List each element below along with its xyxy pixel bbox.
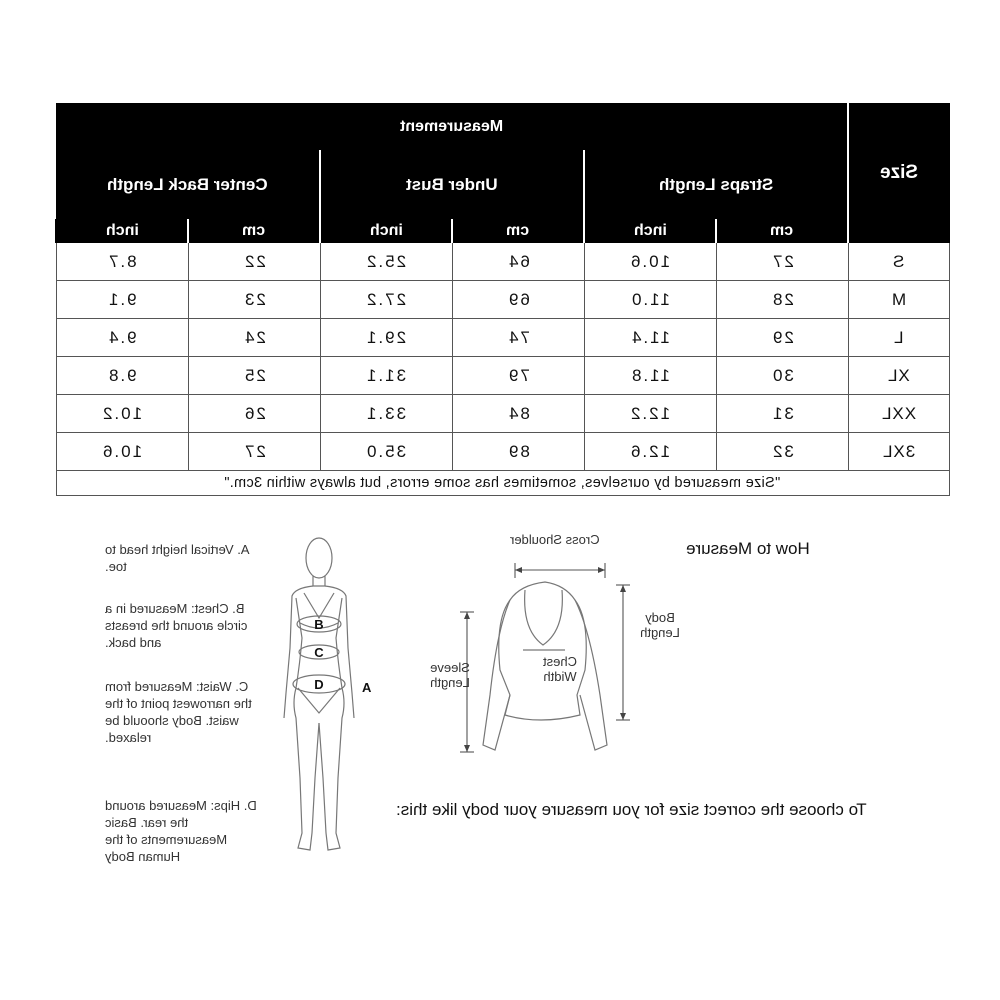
measurement-header: Measurement xyxy=(56,104,848,151)
unit-header: inch xyxy=(584,220,716,243)
how-to-measure-title: How to Measure xyxy=(686,539,810,558)
unit-header: inch xyxy=(320,220,452,243)
cell-sl-cm: 28 xyxy=(716,281,848,319)
cell-ub-cm: 74 xyxy=(452,319,584,357)
cell-sl-inch: 11.0 xyxy=(584,281,716,319)
cell-ub-inch: 25.2 xyxy=(320,243,452,281)
cell-size: S xyxy=(848,243,949,281)
cell-cbl-inch: 8.7 xyxy=(56,243,188,281)
cell-cbl-cm: 25 xyxy=(188,357,320,395)
cell-cbl-cm: 26 xyxy=(188,395,320,433)
table-row xyxy=(56,281,949,319)
cell-cbl-inch: 10.2 xyxy=(56,395,188,433)
figure-label-a: A xyxy=(362,680,372,695)
cell-ub-inch: 35.0 xyxy=(320,433,452,471)
table-row xyxy=(56,433,949,471)
note-d: D. Hips: Measured around the rear. Basic Measurements of the Human Body xyxy=(105,798,257,864)
garment-diagram xyxy=(425,530,670,765)
cell-cbl-cm: 27 xyxy=(188,433,320,471)
cell-sl-inch: 11.8 xyxy=(584,357,716,395)
cell-sl-inch: 12.6 xyxy=(584,433,716,471)
cell-ub-cm: 89 xyxy=(452,433,584,471)
cell-ub-inch: 31.1 xyxy=(320,357,452,395)
cell-sl-cm: 29 xyxy=(716,319,848,357)
cell-ub-inch: 33.1 xyxy=(320,395,452,433)
cell-size: M xyxy=(848,281,949,319)
cell-ub-cm: 84 xyxy=(452,395,584,433)
cell-ub-cm: 64 xyxy=(452,243,584,281)
chest-width-label: Chest Width xyxy=(543,654,577,684)
table-row xyxy=(56,243,949,281)
group-header-straps-length: Straps Length xyxy=(584,151,848,220)
cell-size: XL xyxy=(848,357,949,395)
cell-ub-inch: 27.2 xyxy=(320,281,452,319)
figure-label-c: C xyxy=(314,645,324,660)
cell-cbl-inch: 9.4 xyxy=(56,319,188,357)
size-header: Size xyxy=(848,104,949,243)
unit-header: cm xyxy=(716,220,848,243)
cell-ub-cm: 69 xyxy=(452,281,584,319)
unit-header: cm xyxy=(452,220,584,243)
cell-sl-cm: 31 xyxy=(716,395,848,433)
sleeve-length-label: Sleeve Length xyxy=(430,660,470,690)
size-chart-table xyxy=(55,103,950,496)
cell-cbl-inch: 9.1 xyxy=(56,281,188,319)
cell-size: 3XL xyxy=(848,433,949,471)
cell-sl-inch: 12.2 xyxy=(584,395,716,433)
note-a: A. Vertical height head to toe. xyxy=(105,542,250,574)
unit-header: cm xyxy=(188,220,320,243)
cell-size: XXL xyxy=(848,395,949,433)
body-figure-illustration xyxy=(270,528,380,863)
cell-sl-cm: 27 xyxy=(716,243,848,281)
cell-sl-cm: 32 xyxy=(716,433,848,471)
body-length-label: Body Length xyxy=(640,610,680,640)
note-b: B. Chest: Measured in a circle around the breasts and back. xyxy=(105,601,248,650)
cross-shoulder-label: Cross Shoulder xyxy=(510,532,600,547)
note-c: C. Waist: Measured from the narrowest point of the waist. Body shoould be relaxed. xyxy=(105,679,252,745)
cell-sl-inch: 11.4 xyxy=(584,319,716,357)
figure-label-b: B xyxy=(314,617,324,632)
table-row xyxy=(56,357,949,395)
choose-size-instruction: To choose the correct size for you measure your body like this: xyxy=(396,800,867,819)
cell-sl-cm: 30 xyxy=(716,357,848,395)
cell-cbl-inch: 9.8 xyxy=(56,357,188,395)
group-header-center-back-length: Center Back Length xyxy=(56,151,320,220)
group-header-under-bust: Under Bust xyxy=(320,151,584,220)
cell-cbl-cm: 23 xyxy=(188,281,320,319)
cell-size: L xyxy=(848,319,949,357)
table-note: "Size measured by ourselves, sometimes has some errors, but always within 3cm." xyxy=(56,471,949,496)
cell-ub-cm: 79 xyxy=(452,357,584,395)
table-row xyxy=(56,395,949,433)
figure-label-d: D xyxy=(314,677,324,692)
table-row xyxy=(56,319,949,357)
cell-cbl-cm: 22 xyxy=(188,243,320,281)
cell-cbl-inch: 10.6 xyxy=(56,433,188,471)
cell-sl-inch: 10.6 xyxy=(584,243,716,281)
cell-cbl-cm: 24 xyxy=(188,319,320,357)
cell-ub-inch: 29.1 xyxy=(320,319,452,357)
unit-header: inch xyxy=(56,220,188,243)
